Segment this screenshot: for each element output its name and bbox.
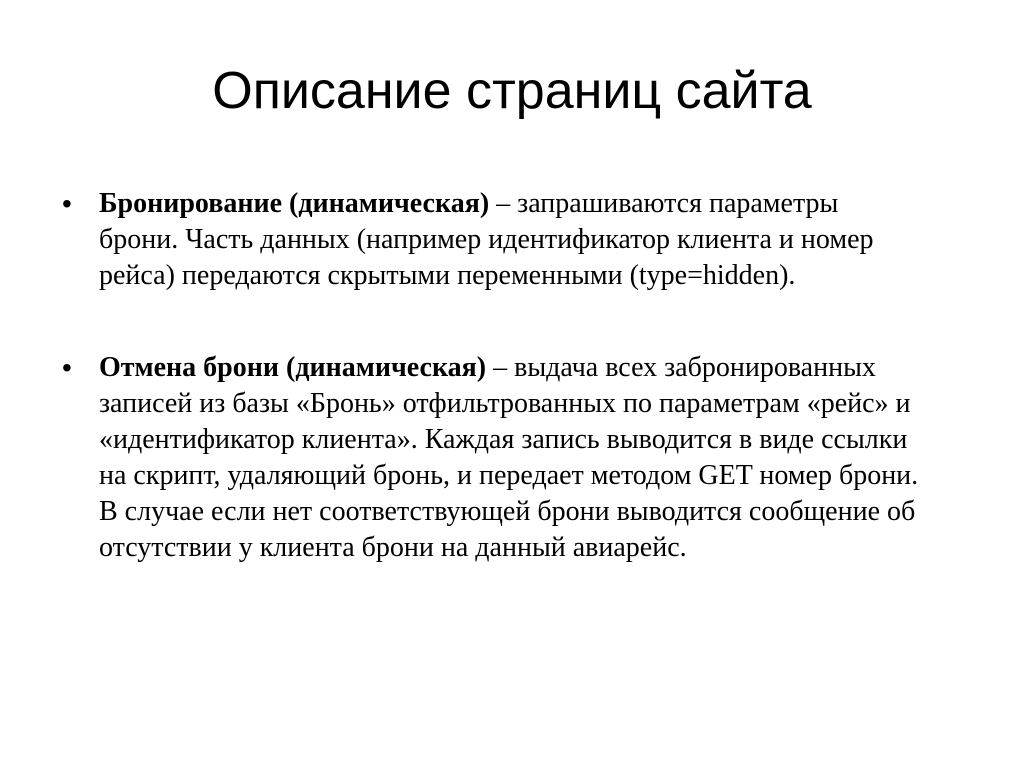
- bullet-description: – выдача всех забронированных записей из базы «Бронь» отфильтрованных по параметрам «рейс» и «идентификатор клиента». Каждая запись выводится в виде ссылки на скрипт, удаляющий бронь, и передает методом GET номер брони. В случае если нет соответствующей брони выводится сообщение об отсутствии у клиента брони на данный авиарейс.: [99, 352, 919, 563]
- bullet-icon: •: [62, 188, 72, 219]
- bullet-description: – запрашиваются параметры брони. Часть данных (например идентификатор клиента и номер рейса) передаются скрытыми переменными (type=hidden).: [99, 188, 874, 291]
- bullet-icon: •: [62, 352, 72, 383]
- bullet-term: Бронирование (динамическая): [99, 188, 490, 219]
- bullet-term: Отмена брони (динамическая): [99, 352, 487, 383]
- slide-title: Описание страниц сайта: [212, 62, 812, 120]
- bullet-item-cancel-booking: [62, 350, 922, 566]
- bullet-item-booking: [62, 186, 922, 294]
- bullet-list: [62, 186, 922, 566]
